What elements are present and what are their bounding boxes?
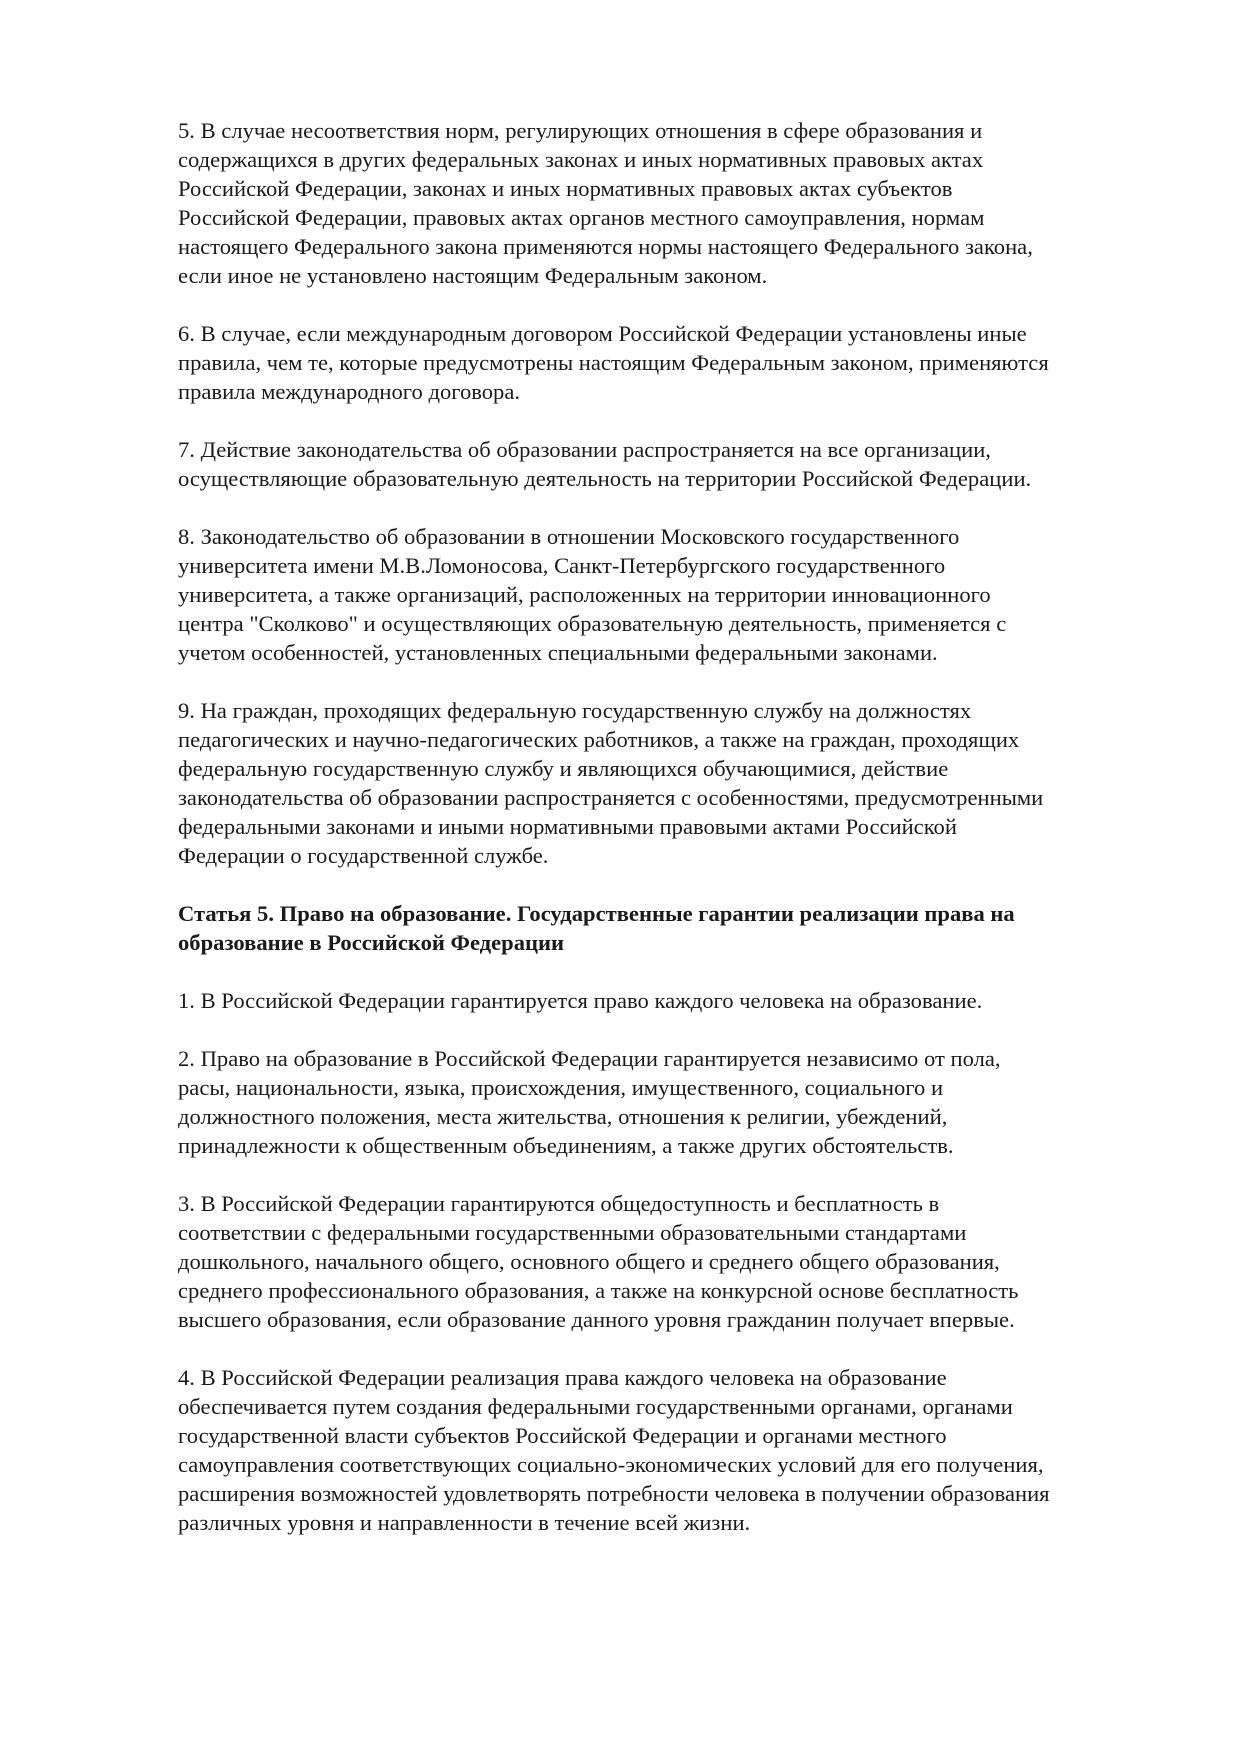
paragraph-5-3 bbox=[178, 1189, 1158, 1334]
text-line: правила международного договора. bbox=[178, 379, 521, 404]
text-line: дошкольного, начального общего, основного общего и среднего общего образования, bbox=[178, 1249, 1000, 1274]
paragraph-5-1 bbox=[178, 986, 1158, 1015]
text-line: государственной власти субъектов Российской Федерации и органами местного bbox=[178, 1423, 947, 1448]
text-line: обеспечивается путем создания федеральными государственными органами, органами bbox=[178, 1394, 1013, 1419]
paragraph-4-6 bbox=[178, 319, 1158, 406]
text-line: университета имени М.В.Ломоносова, Санкт-Петербургского государственного bbox=[178, 553, 946, 578]
text-line: самоуправления соответствующих социально-экономических условий для его получения, bbox=[178, 1452, 1044, 1477]
paragraph-4-5 bbox=[178, 116, 1158, 290]
text-line: 8. Законодательство об образовании в отношении Московского государственного bbox=[178, 524, 960, 549]
paragraph-4-9 bbox=[178, 696, 1158, 870]
text-line: принадлежности к общественным объединениям, а также других обстоятельств. bbox=[178, 1133, 954, 1158]
text-line: содержащихся в других федеральных законах и иных нормативных правовых актах bbox=[178, 147, 984, 172]
text-line: Статья 5. Право на образование. Государственные гарантии реализации права на bbox=[178, 901, 1015, 926]
paragraph-4-7 bbox=[178, 435, 1158, 493]
text-line: среднего профессионального образования, а также на конкурсной основе бесплатность bbox=[178, 1278, 1019, 1303]
text-line: педагогических и научно-педагогических работников, а также на граждан, проходящих bbox=[178, 727, 1020, 752]
text-line: федеральную государственную службу и являющихся обучающимися, действие bbox=[178, 756, 949, 781]
text-line: правила, чем те, которые предусмотрены настоящим Федеральным законом, применяются bbox=[178, 350, 1049, 375]
text-line: Российской Федерации, законах и иных нормативных правовых актах субъектов bbox=[178, 176, 953, 201]
text-line: 2. Право на образование в Российской Федерации гарантируется независимо от пола, bbox=[178, 1046, 1001, 1071]
text-line: 5. В случае несоответствия норм, регулирующих отношения в сфере образования и bbox=[178, 118, 983, 143]
text-line: учетом особенностей, установленных специальными федеральными законами. bbox=[178, 640, 938, 665]
text-line: Федерации о государственной службе. bbox=[178, 843, 549, 868]
text-line: расширения возможностей удовлетворять потребности человека в получении образования bbox=[178, 1481, 1050, 1506]
text-line: 4. В Российской Федерации реализация права каждого человека на образование bbox=[178, 1365, 947, 1390]
text-line: настоящего Федерального закона применяются нормы настоящего Федерального закона, bbox=[178, 234, 1033, 259]
text-line: высшего образования, если образование данного уровня гражданин получает впервые. bbox=[178, 1307, 1015, 1332]
text-line: расы, национальности, языка, происхождения, имущественного, социального и bbox=[178, 1075, 944, 1100]
text-line: должностного положения, места жительства, отношения к религии, убеждений, bbox=[178, 1104, 948, 1129]
text-line: 1. В Российской Федерации гарантируется право каждого человека на образование. bbox=[178, 988, 983, 1013]
text-line: 7. Действие законодательства об образовании распространяется на все организации, bbox=[178, 437, 991, 462]
text-line: 3. В Российской Федерации гарантируются общедоступность и бесплатность в bbox=[178, 1191, 940, 1216]
text-line: университета, а также организаций, расположенных на территории инновационного bbox=[178, 582, 991, 607]
text-line: различных уровня и направленности в течение всей жизни. bbox=[178, 1510, 751, 1535]
text-line: осуществляющие образовательную деятельность на территории Российской Федерации. bbox=[178, 466, 1032, 491]
text-line: 9. На граждан, проходящих федеральную государственную службу на должностях bbox=[178, 698, 972, 723]
text-line: федеральными законами и иными нормативными правовыми актами Российской bbox=[178, 814, 957, 839]
paragraph-5-4 bbox=[178, 1363, 1158, 1537]
document-page bbox=[178, 116, 1158, 1566]
text-line: центра "Сколково" и осуществляющих образовательную деятельность, применяется с bbox=[178, 611, 1007, 636]
paragraph-4-8 bbox=[178, 522, 1158, 667]
text-line: соответствии с федеральными государственными образовательными стандартами bbox=[178, 1220, 967, 1245]
text-line: 6. В случае, если международным договором Российской Федерации установлены иные bbox=[178, 321, 1027, 346]
paragraph-5-2 bbox=[178, 1044, 1158, 1160]
text-line: если иное не установлено настоящим Федеральным законом. bbox=[178, 263, 768, 288]
text-line: образование в Российской Федерации bbox=[178, 930, 565, 955]
text-line: Российской Федерации, правовых актах органов местного самоуправления, нормам bbox=[178, 205, 985, 230]
article-5-heading bbox=[178, 899, 1158, 957]
text-line: законодательства об образовании распространяется с особенностями, предусмотренными bbox=[178, 785, 1044, 810]
